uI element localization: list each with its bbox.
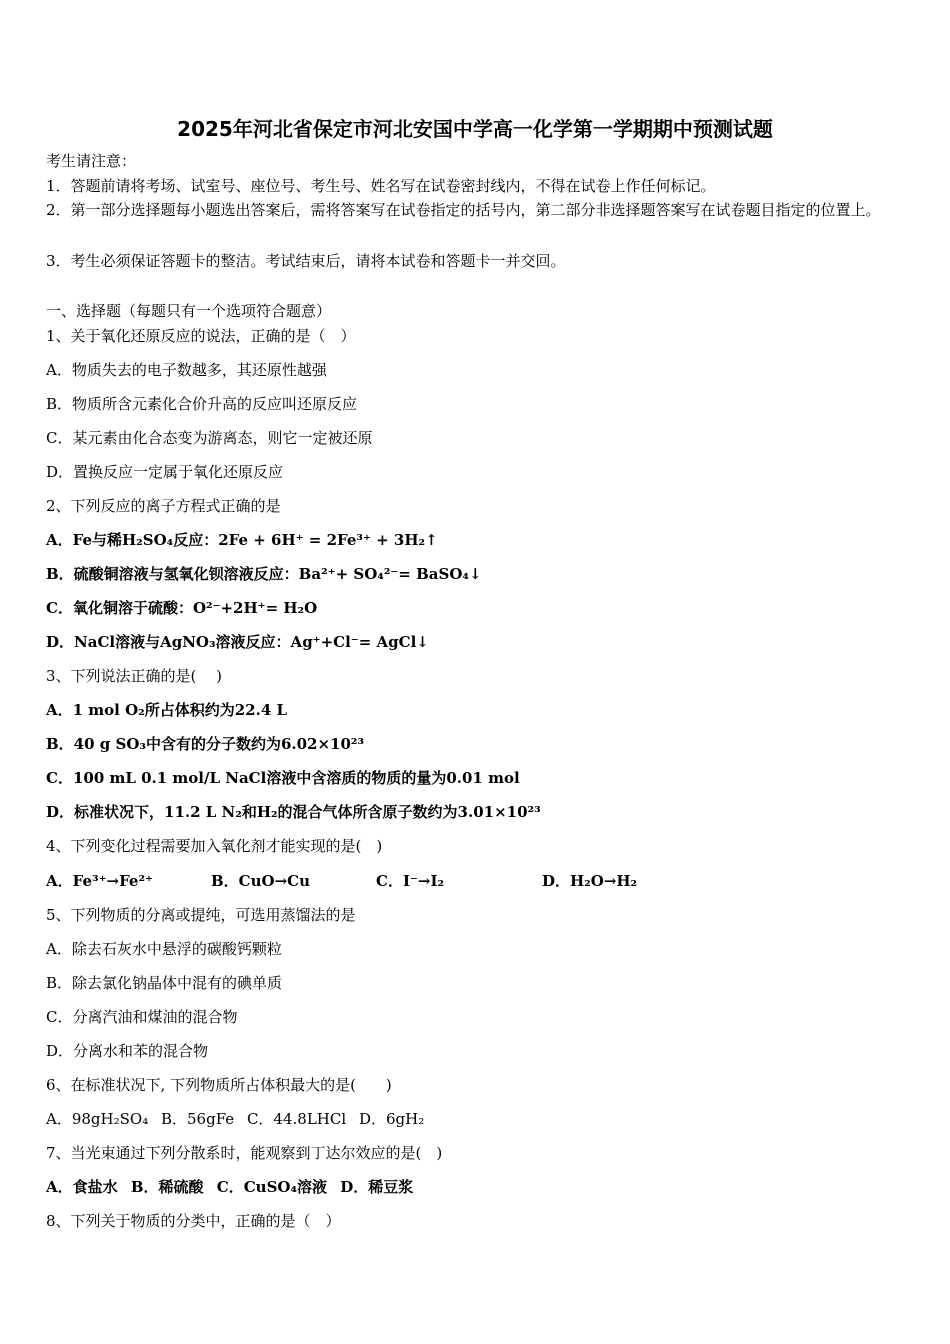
q2-option-a: A．Fe与稀H₂SO₄反应：2Fe + 6H⁺ = 2Fe³⁺ + 3H₂↑ bbox=[46, 531, 438, 549]
q4-option-a: A．Fe³⁺→Fe²⁺ bbox=[46, 872, 153, 890]
q2-option-b: B．硫酸铜溶液与氢氧化钡溶液反应：Ba²⁺+ SO₄²⁻= BaSO₄↓ bbox=[46, 565, 482, 583]
q6-option-d: D．6gH₂ bbox=[358, 1110, 425, 1128]
q1-stem: 1、关于氧化还原反应的说法，正确的是（ ） bbox=[46, 327, 356, 345]
q6-option-c: C．44.8LHCl bbox=[246, 1110, 347, 1128]
notice-item-2: 2．第一部分选择题每小题选出答案后，需将答案写在试卷指定的括号内，第二部分非选择题答案写在试卷题目指定的位置上。 bbox=[46, 201, 881, 219]
q7-options bbox=[46, 1178, 906, 1196]
q6-option-a: A．98gH₂SO₄ bbox=[46, 1110, 149, 1128]
q6-option-b: B．56gFe bbox=[160, 1110, 235, 1128]
notice-heading: 考生请注意： bbox=[46, 152, 137, 170]
q3-option-c: C．100 mL 0.1 mol/L NaCl溶液中含溶质的物质的量为0.01 mol bbox=[46, 769, 520, 787]
q5-option-d: D．分离水和苯的混合物 bbox=[46, 1042, 209, 1060]
q4-stem: 4、下列变化过程需要加入氧化剂才能实现的是( ) bbox=[46, 837, 383, 855]
q4-option-b: B．CuO→Cu bbox=[211, 872, 311, 890]
q4-option-c: C．I⁻→I₂ bbox=[376, 872, 445, 890]
q6-options bbox=[46, 1110, 906, 1128]
notice-item-3: 3．考生必须保证答题卡的整洁。考试结束后，请将本试卷和答题卡一并交回。 bbox=[46, 252, 566, 270]
q5-option-b: B．除去氯化钠晶体中混有的碘单质 bbox=[46, 974, 283, 992]
q7-option-c: C．CuSO₄溶液 bbox=[216, 1178, 328, 1196]
q3-option-b: B．40 g SO₃中含有的分子数约为6.02×10²³ bbox=[46, 735, 365, 753]
q5-option-c: C．分离汽油和煤油的混合物 bbox=[46, 1008, 238, 1026]
q2-option-d: D．NaCl溶液与AgNO₃溶液反应：Ag⁺+Cl⁻= AgCl↓ bbox=[46, 633, 429, 651]
notice-item-1: 1．答题前请将考场、试室号、座位号、考生号、姓名写在试卷密封线内，不得在试卷上作任何标记。 bbox=[46, 177, 716, 195]
page-title: 2025年河北省保定市河北安国中学高一化学第一学期期中预测试题 bbox=[177, 117, 773, 141]
q4-option-d: D．H₂O→H₂ bbox=[542, 872, 638, 890]
q7-stem: 7、当光束通过下列分散系时，能观察到丁达尔效应的是( ) bbox=[46, 1144, 443, 1162]
q7-option-a: A．食盐水 bbox=[46, 1178, 118, 1196]
section-heading: 一、选择题（每题只有一个选项符合题意） bbox=[46, 302, 332, 320]
q3-option-a: A．1 mol O₂所占体积约为22.4 L bbox=[46, 701, 288, 719]
q5-option-a: A．除去石灰水中悬浮的碳酸钙颗粒 bbox=[46, 940, 282, 958]
q8-stem: 8、下列关于物质的分类中，正确的是（ ） bbox=[46, 1212, 341, 1230]
q1-option-c: C．某元素由化合态变为游离态，则它一定被还原 bbox=[46, 429, 373, 447]
q1-option-b: B．物质所含元素化合价升高的反应叫还原反应 bbox=[46, 395, 358, 413]
q2-stem: 2、下列反应的离子方程式正确的是 bbox=[46, 497, 281, 515]
q2-option-c: C．氧化铜溶于硫酸：O²⁻+2H⁺= H₂O bbox=[46, 599, 318, 617]
q7-option-d: D．稀豆浆 bbox=[340, 1178, 414, 1196]
q6-stem: 6、在标准状况下, 下列物质所占体积最大的是( ) bbox=[46, 1076, 392, 1094]
q1-option-a: A．物质失去的电子数越多，其还原性越强 bbox=[46, 361, 327, 379]
q1-option-d: D．置换反应一定属于氧化还原反应 bbox=[46, 463, 284, 481]
q5-stem: 5、下列物质的分离或提纯，可选用蒸馏法的是 bbox=[46, 906, 356, 924]
q3-stem: 3、下列说法正确的是( ) bbox=[46, 667, 223, 685]
q7-option-b: B．稀硫酸 bbox=[130, 1178, 204, 1196]
q3-option-d: D．标准状况下，11.2 L N₂和H₂的混合气体所含原子数约为3.01×10²³ bbox=[46, 803, 541, 821]
